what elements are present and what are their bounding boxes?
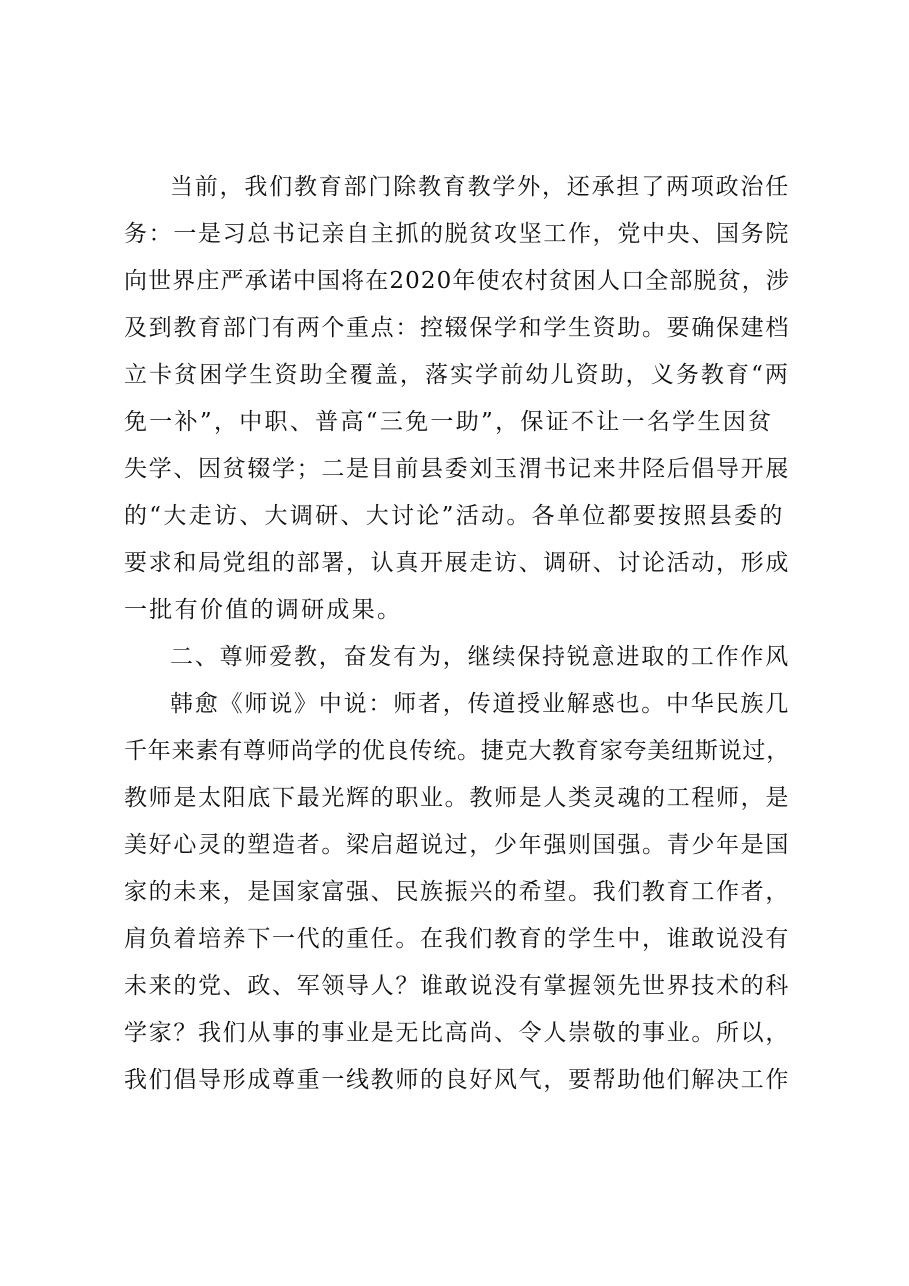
paragraph-1-line-10: 一批有价值的调研成果。 bbox=[124, 597, 403, 623]
paragraph-2-line-1: 韩愈《师说》中说：师者，传道授业解惑也。中华民族几 bbox=[170, 691, 790, 717]
paragraph-2-line-2: 千年来素有尊师尚学的优良传统。捷克大教育家夸美纽斯说过， bbox=[124, 738, 790, 764]
paragraph-1-line-4: 及到教育部门有两个重点：控辍保学和学生资助。要确保建档 bbox=[124, 315, 790, 341]
paragraph-1-line-1: 当前，我们教育部门除教育教学外，还承担了两项政治任 bbox=[170, 174, 790, 200]
paragraph-1-line-9: 要求和局党组的部署，认真开展走访、调研、讨论活动，形成 bbox=[124, 550, 790, 576]
paragraph-2-line-5: 家的未来，是国家富强、民族振兴的希望。我们教育工作者， bbox=[124, 879, 790, 905]
body-text bbox=[124, 164, 804, 1104]
paragraph-2-line-4: 美好心灵的塑造者。梁启超说过，少年强则国强。青少年是国 bbox=[124, 832, 790, 858]
paragraph-1-line-7: 失学、因贫辍学；二是目前县委刘玉渭书记来井陉后倡导开展 bbox=[124, 456, 790, 482]
paragraph-1-line-2: 务：一是习总书记亲自主抓的脱贫攻坚工作，党中央、国务院 bbox=[124, 221, 790, 247]
paragraph-2-line-7: 未来的党、政、军领导人？谁敢说没有掌握领先世界技术的科 bbox=[124, 973, 790, 999]
paragraph-1-line-8: 的“大走访、大调研、大讨论”活动。各单位都要按照县委的 bbox=[124, 503, 785, 529]
paragraph-2-line-8: 学家？我们从事的事业是无比高尚、令人崇敬的事业。所以， bbox=[124, 1020, 790, 1046]
section-heading: 二、尊师爱教，奋发有为，继续保持锐意进取的工作作风 bbox=[170, 644, 790, 670]
paragraph-1-line-6: 免一补”，中职、普高“三免一助”，保证不让一名学生因贫 bbox=[124, 409, 774, 435]
paragraph-2-line-9: 我们倡导形成尊重一线教师的良好风气，要帮助他们解决工作 bbox=[124, 1067, 790, 1093]
paragraph-1-line-3: 向世界庄严承诺中国将在2020年使农村贫困人口全部脱贫，涉 bbox=[124, 268, 790, 294]
paragraph-2-line-6: 肩负着培养下一代的重任。在我们教育的学生中，谁敢说没有 bbox=[124, 926, 790, 952]
paragraph-2-line-3: 教师是太阳底下最光辉的职业。教师是人类灵魂的工程师，是 bbox=[124, 785, 790, 811]
paragraph-1-line-5: 立卡贫困学生资助全覆盖，落实学前幼儿资助，义务教育“两 bbox=[124, 362, 790, 388]
